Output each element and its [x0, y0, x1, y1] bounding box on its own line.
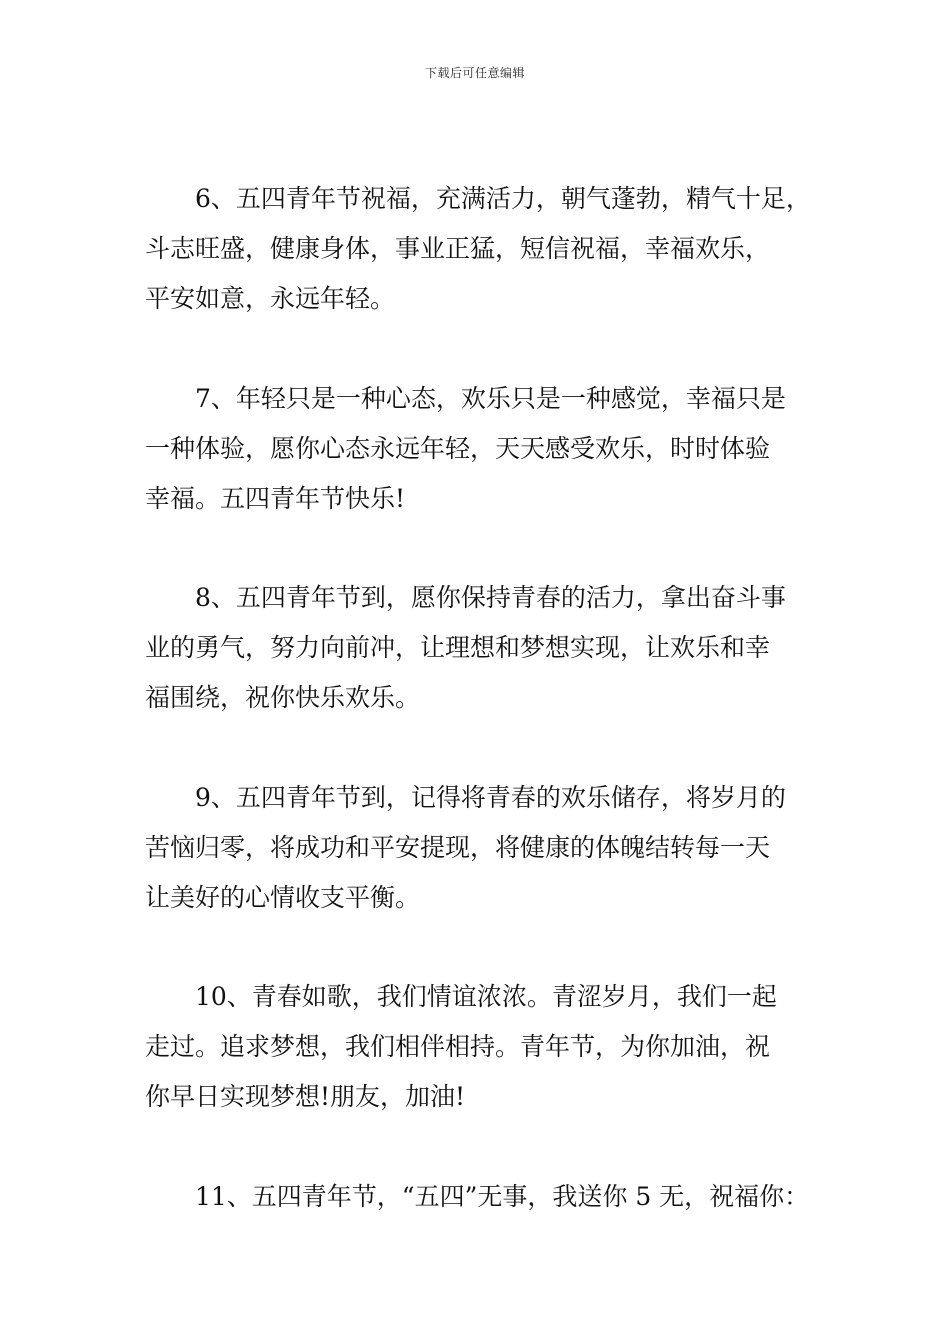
paragraph-8: [145, 573, 823, 723]
paragraph-line: 6、五四青年节祝福，充满活力，朝气蓬勃，精气十足，: [195, 184, 811, 213]
paragraph-line: 走过。追求梦想，我们相伴相持。青年节，为你加油，祝: [145, 1032, 771, 1061]
page-header: 下载后可任意编辑: [424, 66, 525, 80]
paragraph-line: 7、年轻只是一种心态，欢乐只是一种感觉，幸福只是: [195, 384, 786, 413]
paragraph-line: 11、五四青年节，“五四”无事，我送你 5 无，祝福你：: [195, 1182, 810, 1211]
paragraph-line: 8、五四青年节到，愿你保持青春的活力，拿出奋斗事: [195, 583, 786, 612]
paragraph-6: [145, 174, 823, 324]
paragraph-9: [145, 773, 823, 923]
paragraph-7: [145, 374, 823, 524]
paragraph-line: 9、五四青年节到，记得将青春的欢乐储存，将岁月的: [195, 783, 786, 812]
paragraph-line: 让美好的心情收支平衡。: [145, 883, 421, 912]
paragraph-10: [145, 972, 823, 1122]
paragraph-line: 幸福。五四青年节快乐!: [145, 484, 406, 513]
paragraph-line: 业的勇气，努力向前冲，让理想和梦想实现，让欢乐和幸: [145, 633, 771, 662]
paragraph-line: 平安如意，永远年轻。: [145, 284, 396, 313]
paragraph-line: 苦恼归零，将成功和平安提现，将健康的体魄结转每一天: [145, 833, 771, 862]
paragraph-line: 10、青春如歌，我们情谊浓浓。青涩岁月，我们一起: [195, 982, 777, 1011]
paragraph-line: 你早日实现梦想!朋友，加油!: [145, 1082, 466, 1111]
paragraph-line: 福围绕，祝你快乐欢乐。: [145, 683, 421, 712]
paragraph-line: 斗志旺盛，健康身体，事业正猛，短信祝福，幸福欢乐，: [145, 234, 771, 263]
paragraph-line: 一种体验，愿你心态永远年轻，天天感受欢乐，时时体验: [145, 434, 771, 463]
paragraph-11: [145, 1172, 823, 1222]
